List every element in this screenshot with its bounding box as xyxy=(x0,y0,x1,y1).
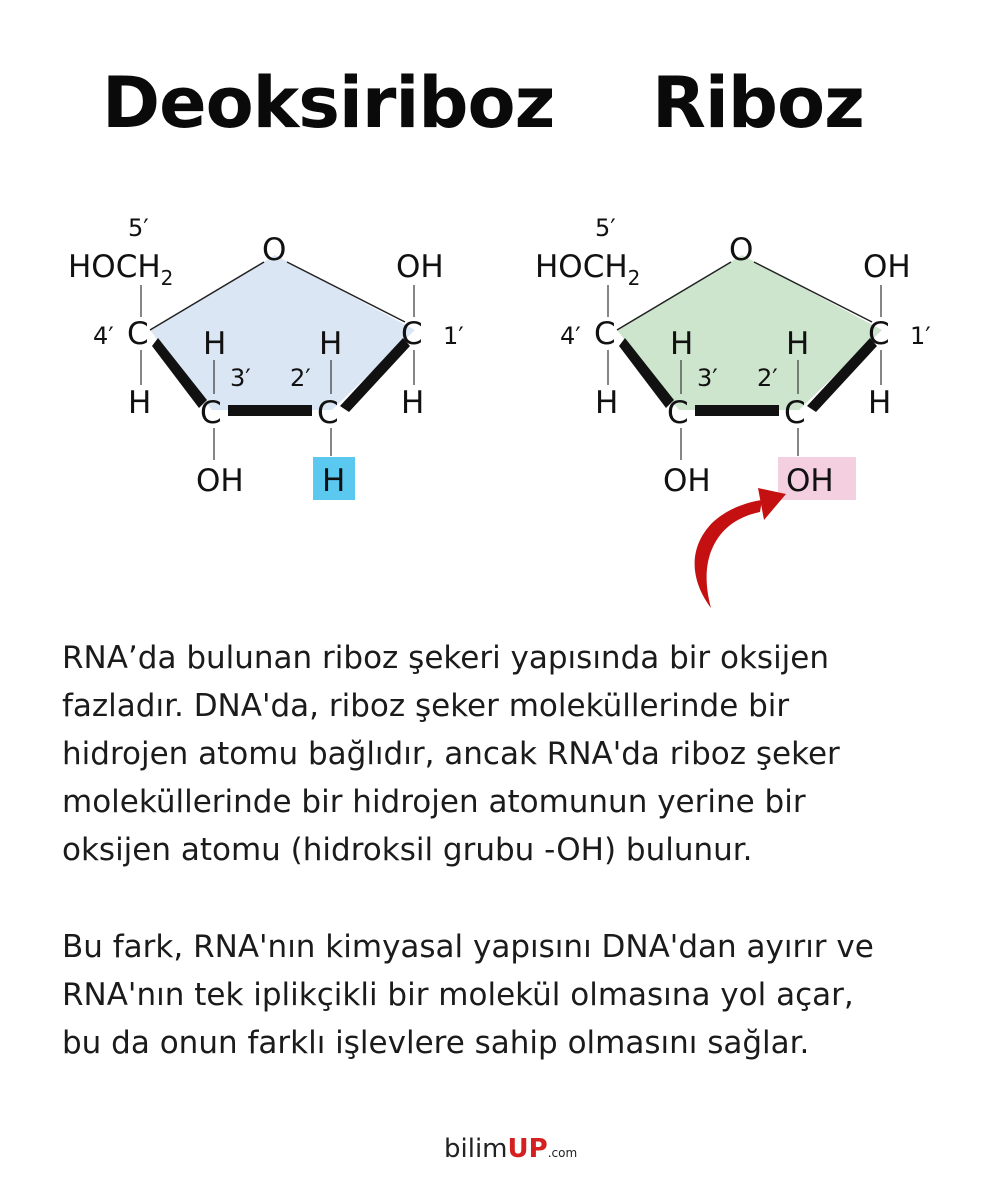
carbon3-label: C xyxy=(200,395,222,431)
paragraph-line: moleküllerinde bir hidrojen atomunun yerine bir xyxy=(62,784,806,820)
c4-h-label: H xyxy=(128,385,152,421)
carbon1-label: C xyxy=(868,316,890,352)
hoch2-label: $HOCH_2$ xyxy=(68,249,174,290)
carbon3-label: C xyxy=(667,395,689,431)
carbon1-number: 1′ xyxy=(910,322,931,350)
paragraph-line: fazladır. DNA'da, riboz şeker moleküllerinde bir xyxy=(62,688,790,724)
brand-logo: bilimUP.com xyxy=(444,1134,578,1164)
explanation-paragraph-1 xyxy=(62,634,962,874)
carbon1-number: 1′ xyxy=(443,322,464,350)
carbon2-number: 2′ xyxy=(290,364,311,392)
sugar-structures-diagram xyxy=(0,190,1000,620)
c2-h-label: H xyxy=(786,326,810,362)
carbon2-label: C xyxy=(317,395,339,431)
carbon5-label: 5′ xyxy=(128,214,149,242)
carbon5-label: 5′ xyxy=(595,214,616,242)
paragraph-line: Bu fark, RNA'nın kimyasal yapısını DNA'dan ayırır ve xyxy=(62,929,874,965)
paragraph-line: RNA'nın tek iplikçikli bir molekül olmasına yol açar, xyxy=(62,977,854,1013)
c3-h-label: H xyxy=(203,326,227,362)
c1-h-label: H xyxy=(401,385,425,421)
c1-h-label: H xyxy=(868,385,892,421)
paragraph-line: RNA’da bulunan riboz şekeri yapısında bir oksijen xyxy=(62,640,830,676)
c1-oh-label: OH xyxy=(863,249,911,285)
c3-oh-label: OH xyxy=(196,463,244,499)
c4-h-label: H xyxy=(595,385,619,421)
paragraph-line: oksijen atomu (hidroksil grubu -OH) bulunur. xyxy=(62,832,753,868)
deoxyribose-structure xyxy=(68,214,464,500)
carbon2-number: 2′ xyxy=(757,364,778,392)
deoxyribose-title: Deoksiriboz xyxy=(102,62,555,144)
ribose-structure xyxy=(535,214,931,608)
carbon4-label: C xyxy=(127,316,149,352)
c3-h-label: H xyxy=(670,326,694,362)
ring-oxygen-label: O xyxy=(262,232,287,268)
paragraph-line: hidrojen atomu bağlıdır, ancak RNA'da riboz şeker xyxy=(62,736,840,772)
c3-oh-label: OH xyxy=(663,463,711,499)
hoch2-label: $HOCH_2$ xyxy=(535,249,641,290)
ribose-title: Riboz xyxy=(652,62,864,144)
c1-oh-label: OH xyxy=(396,249,444,285)
explanation-paragraph-2 xyxy=(62,923,962,1067)
ring-oxygen-label: O xyxy=(729,232,754,268)
c2-h-highlighted-label: H xyxy=(322,463,346,499)
carbon4-label: C xyxy=(594,316,616,352)
c2-h-label: H xyxy=(319,326,343,362)
carbon4-number: 4′ xyxy=(93,322,114,350)
c2-oh-highlighted-label: OH xyxy=(786,463,834,499)
carbon3-number: 3′ xyxy=(697,364,718,392)
carbon1-label: C xyxy=(401,316,423,352)
red-arrow-icon xyxy=(695,488,786,608)
paragraph-line: bu da onun farklı işlevlere sahip olmasını sağlar. xyxy=(62,1025,810,1061)
carbon3-number: 3′ xyxy=(230,364,251,392)
carbon2-label: C xyxy=(784,395,806,431)
carbon4-number: 4′ xyxy=(560,322,581,350)
